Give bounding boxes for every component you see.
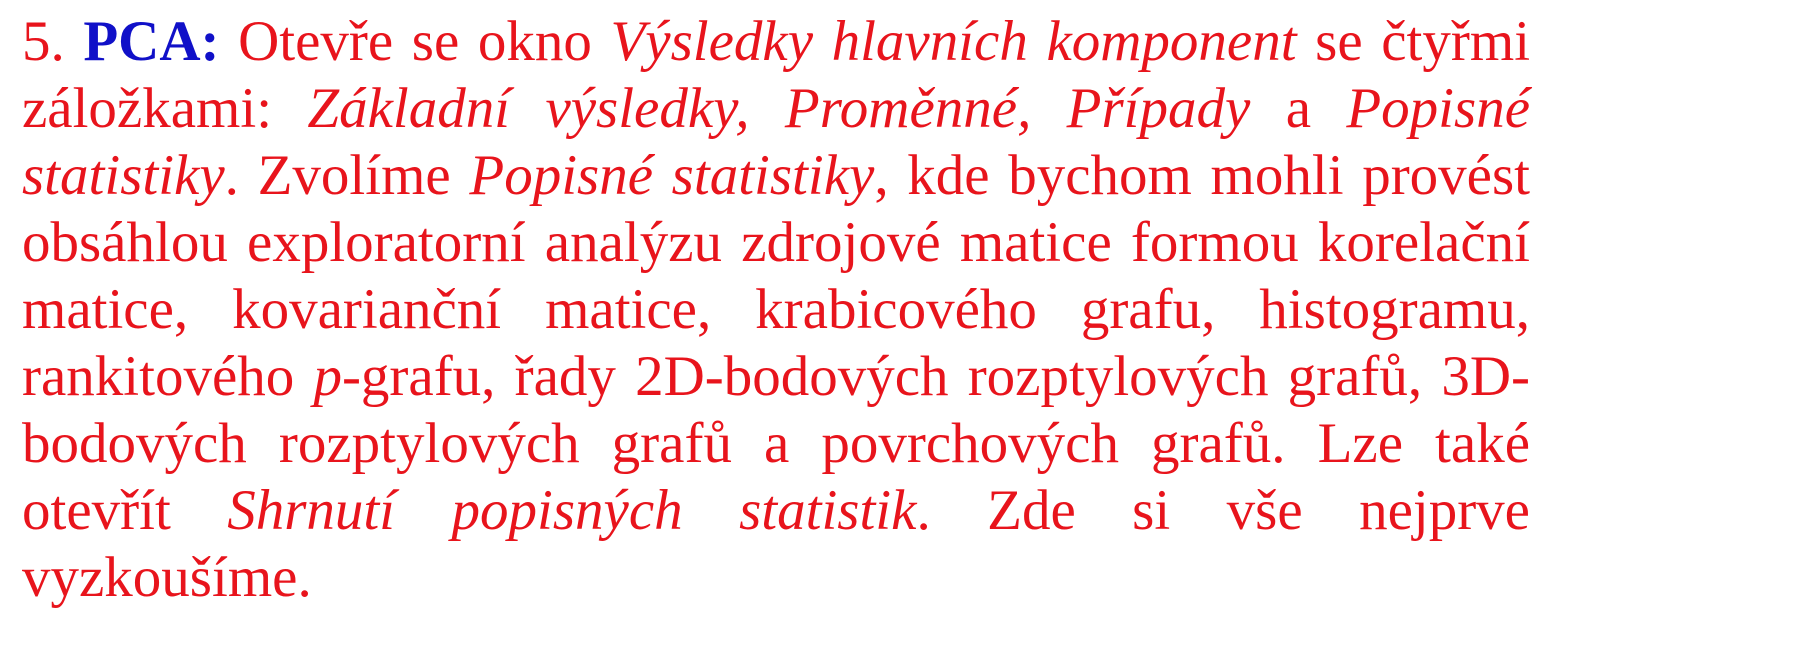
paragraph-line-2 [22,75,1530,142]
text-run: Otevře se okno [219,10,611,73]
step-label: PCA: [83,10,220,73]
slide-text [22,8,1531,609]
paragraph-line-3 [22,142,1530,209]
text-run: , kde bychom mohli provést [874,144,1530,207]
paragraph-line-5 [22,276,1530,343]
italic-text: Popisné [1346,77,1530,140]
italic-text: Shrnutí popisných statistik [227,479,917,542]
text-run: obsáhlou exploratorní analýzu zdrojové matice formou korelační [22,211,1530,274]
italic-text: Popisné statistiky [469,144,875,207]
text-run: . Zde si vše nejprve vyzkoušíme. [22,479,1530,609]
paragraph-line-1 [22,8,1530,75]
text-run: rankitového [22,345,314,408]
text-run: záložkami: [22,77,308,140]
italic-text: Základní výsledky, Proměnné, Případy [307,77,1251,140]
paragraph-line-7 [22,410,1530,477]
paragraph-line-6 [22,343,1530,410]
paragraph-line-8 [22,477,1530,609]
text-run: . Zvolíme [224,144,470,207]
line-text [220,10,1531,73]
text-run: bodových rozptylových grafů a povrchových grafů. Lze také [22,412,1530,475]
step-number: 5. [22,10,65,73]
italic-text: statistiky [22,144,225,207]
text-run: -grafu, řady 2D-bodových rozptylových grafů, 3D- [341,345,1530,408]
text-run: se čtyřmi [1296,10,1531,73]
italic-text: p [313,345,342,408]
italic-text: Výsledky hlavních komponent [610,10,1297,73]
text-run: a [1250,77,1347,140]
paragraph-line-4 [22,209,1530,276]
text-run: otevřít [22,479,228,542]
text-run: matice, kovarianční matice, krabicového grafu, histogramu, [22,278,1530,341]
